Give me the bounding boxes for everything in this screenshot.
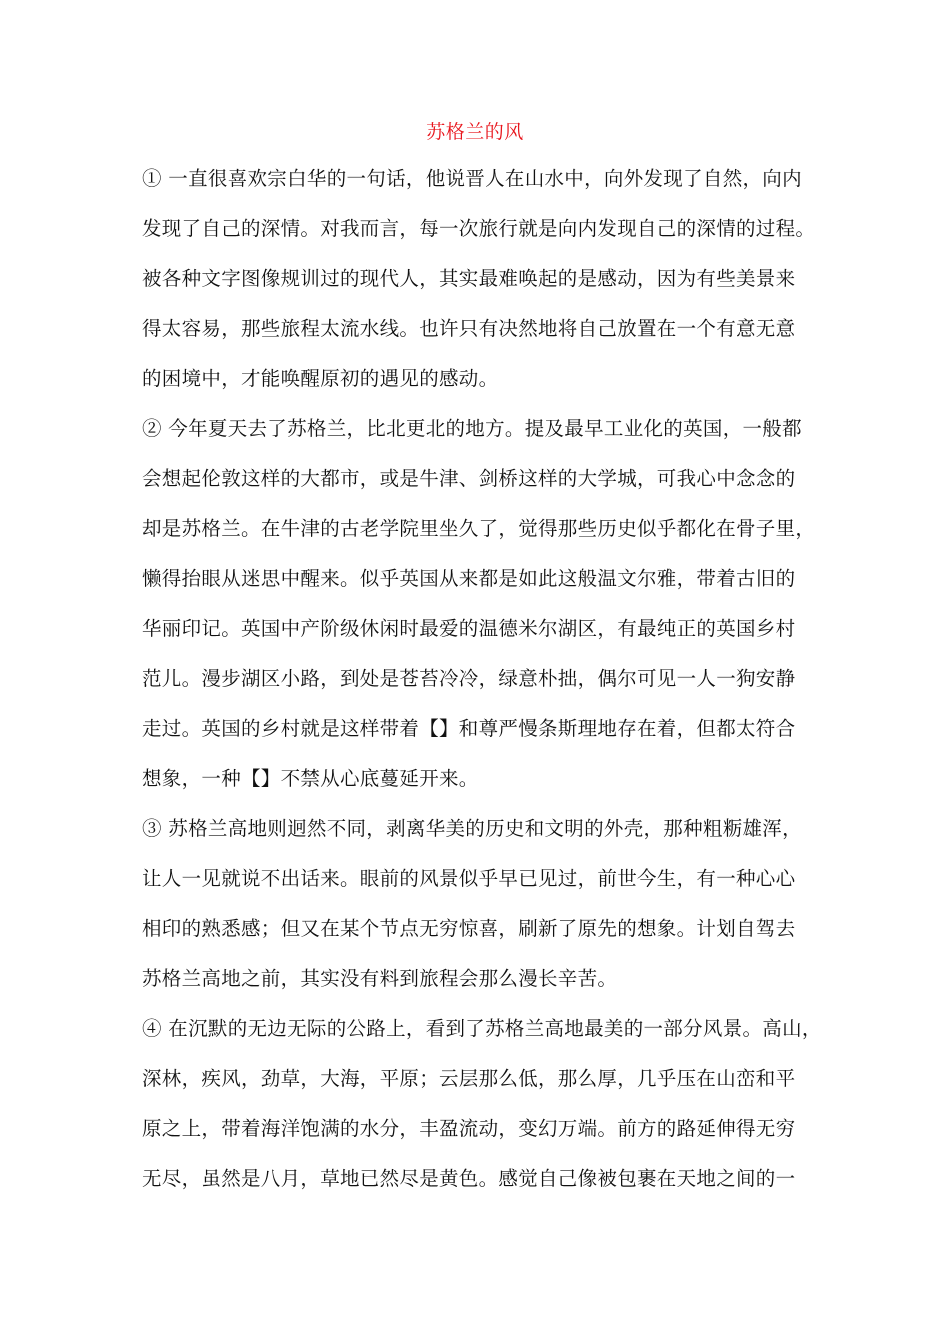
text-line: 华丽印记。英国中产阶级休闲时最爱的温德米尔湖区，有最纯正的英国乡村 <box>142 617 796 640</box>
text-line: 相印的熟悉感；但又在某个节点无穷惊喜，刷新了原先的想象。计划自驾去 <box>142 917 796 940</box>
text-line: 想象，一种【】不禁从心底蔓延开来。 <box>142 767 479 790</box>
text-line: ④ 在沉默的无边无际的公路上，看到了苏格兰高地最美的一部分风景。高山， <box>142 1017 822 1040</box>
text-line: 得太容易，那些旅程太流水线。也许只有决然地将自己放置在一个有意无意 <box>142 317 796 340</box>
text-line: 无尽，虽然是八月，草地已然尽是黄色。感觉自己像被包裹在天地之间的一 <box>142 1167 796 1190</box>
text-line: 让人一见就说不出话来。眼前的风景似乎早已见过，前世今生，有一种心心 <box>142 867 796 890</box>
article-title: 苏格兰的风 <box>426 121 524 143</box>
text-line: 却是苏格兰。在牛津的古老学院里坐久了，觉得那些历史似乎都化在骨子里， <box>142 517 816 540</box>
text-line: 被各种文字图像规训过的现代人，其实最难唤起的是感动，因为有些美景来 <box>142 267 796 290</box>
text-line: ① 一直很喜欢宗白华的一句话，他说晋人在山水中，向外发现了自然，向内 <box>142 167 802 190</box>
text-line: ③ 苏格兰高地则迥然不同，剥离华美的历史和文明的外壳，那种粗粝雄浑， <box>142 817 802 840</box>
text-line: 范儿。漫步湖区小路，到处是苍苔冷冷，绿意朴拙，偶尔可见一人一狗安静 <box>142 667 796 690</box>
text-line: 苏格兰高地之前，其实没有料到旅程会那么漫长辛苦。 <box>142 967 618 990</box>
text-line: 走过。英国的乡村就是这样带着【】和尊严慢条斯理地存在着，但都太符合 <box>142 717 796 740</box>
text-line: 深林，疾风，劲草，大海，平原；云层那么低，那么厚，几乎压在山峦和平 <box>142 1067 796 1090</box>
text-line: 会想起伦敦这样的大都市，或是牛津、剑桥这样的大学城，可我心中念念的 <box>142 467 796 490</box>
text-line: 的困境中，才能唤醒原初的遇见的感动。 <box>142 367 499 390</box>
text-line: 原之上，带着海洋饱满的水分，丰盈流动，变幻万端。前方的路延伸得无穷 <box>142 1117 796 1140</box>
text-line: 懒得抬眼从迷思中醒来。似乎英国从来都是如此这般温文尔雅，带着古旧的 <box>142 567 796 590</box>
text-line: ② 今年夏天去了苏格兰，比北更北的地方。提及最早工业化的英国，一般都 <box>142 417 802 440</box>
text-line: 发现了自己的深情。对我而言，每一次旅行就是向内发现自己的深情的过程。 <box>142 217 816 240</box>
article-body <box>142 161 832 1211</box>
